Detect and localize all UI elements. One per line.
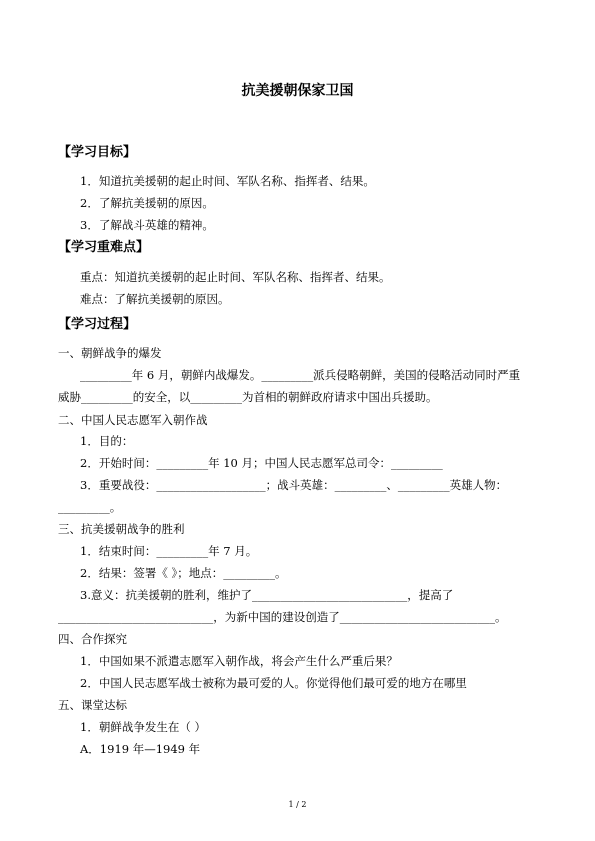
page-title: 抗美援朝保家卫国 xyxy=(241,83,354,99)
body-line: _________。 xyxy=(58,500,122,514)
body-line: _________年 6 月，朝鲜内战爆发。_________派兵侵略朝鲜，美国的侵略活动同时严重 xyxy=(80,368,521,382)
body-line: 威胁_________的安全，以_________为首相的朝鲜政府请求中国出兵援助。 xyxy=(58,390,438,404)
body-line: A．1919 年—1949 年 xyxy=(80,742,201,756)
goal-item: 2．了解抗美援朝的原因。 xyxy=(80,196,214,210)
key-points-header: 【学习重难点】 xyxy=(58,240,150,255)
goal-item: 3．了解战斗英雄的精神。 xyxy=(80,218,214,232)
body-line: 1．朝鲜战争发生在（ ） xyxy=(80,720,206,734)
section-heading: 五、课堂达标 xyxy=(58,698,127,712)
process-header: 【学习过程】 xyxy=(58,317,137,332)
body-line: 3.意义：抗美援朝的胜利，维护了___________________________，提高了 xyxy=(80,588,454,602)
goals-header: 【学习目标】 xyxy=(58,145,137,160)
body-line: ___________________________，为新中国的建设创造了___________________________。 xyxy=(58,610,507,624)
section-heading: 一、朝鲜战争的爆发 xyxy=(58,346,162,360)
section-heading: 四、合作探究 xyxy=(58,632,127,646)
body-line: 2．结果：签署《 》；地点：_________。 xyxy=(80,566,287,580)
body-line: 1．目的： xyxy=(80,434,134,448)
key-point-item: 重点：知道抗美援朝的起止时间、军队名称、指挥者、结果。 xyxy=(80,270,391,284)
goal-item: 1．知道抗美援朝的起止时间、军队名称、指挥者、结果。 xyxy=(80,174,375,188)
body-line: 1．结束时间：_________年 7 月。 xyxy=(80,544,258,558)
body-line: 2．开始时间：_________年 10 月；中国人民志愿军总司令：_________ xyxy=(80,456,443,470)
body-line: 1．中国如果不派遣志愿军入朝作战，将会产生什么严重后果？ xyxy=(80,654,398,668)
body-line: 2．中国人民志愿军战士被称为最可爱的人。你觉得他们最可爱的地方在哪里 xyxy=(80,676,467,690)
section-heading: 二、中国人民志愿军入朝作战 xyxy=(58,413,208,427)
page-number: 1 / 2 xyxy=(288,800,307,809)
key-point-item: 难点：了解抗美援朝的原因。 xyxy=(80,292,230,306)
body-line: 3．重要战役：___________________；战斗英雄：_________、_________英雄人物： xyxy=(80,478,508,492)
section-heading: 三、抗美援朝战争的胜利 xyxy=(58,522,185,536)
